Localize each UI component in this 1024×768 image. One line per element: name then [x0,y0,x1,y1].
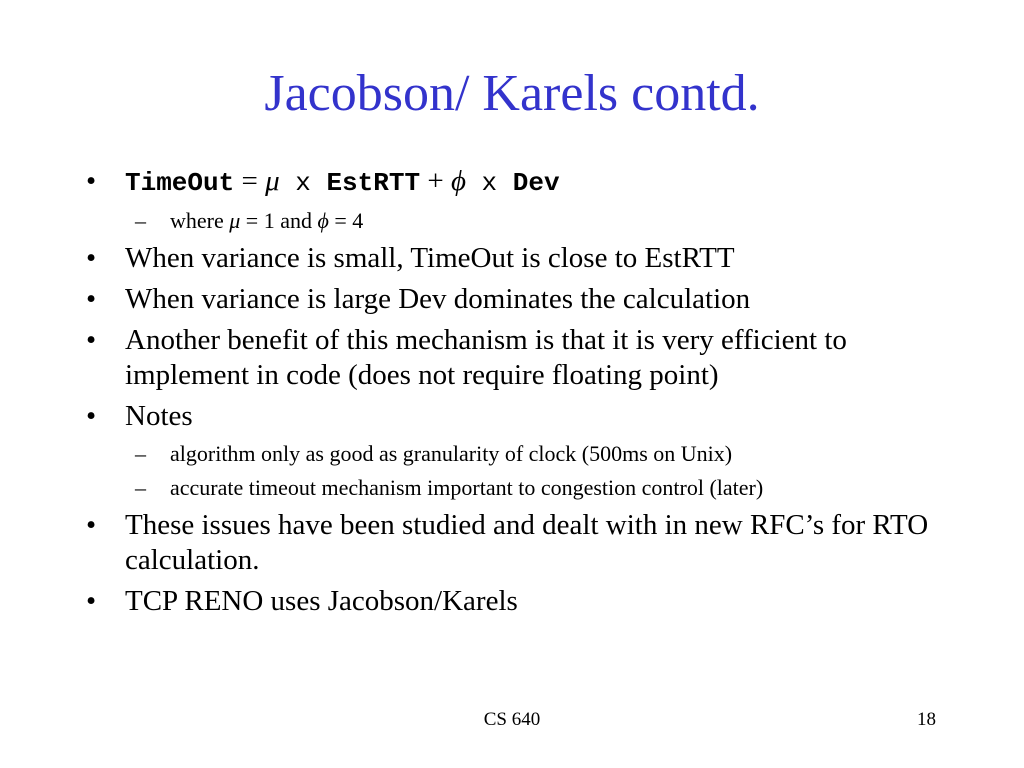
bullet-text: TCP RENO uses Jacobson/Karels [125,585,518,617]
bullet-text: When variance is small, TimeOut is close to EstRTT [125,242,735,274]
bullet-rfc [82,508,962,578]
bullet-icon: • [86,585,97,617]
where-mid: = 1 and [240,208,318,233]
formula-timeout: TimeOut [125,168,235,198]
formula-dev: Dev [512,168,560,198]
dash-icon: – [135,475,146,500]
bullet-text: When variance is large Dev dominates the calculation [125,283,751,315]
where-prefix: where [170,208,230,233]
where-mu: μ [229,208,241,233]
page-number: 18 [917,709,936,730]
formula-times-2: x [465,168,513,198]
bullet-icon: • [86,283,97,315]
formula-mu: μ [265,165,280,197]
sub-bullet-where [82,207,962,235]
bullet-large-variance [82,282,962,317]
sub-bullet-text: algorithm only as good as granularity of clock (500ms on Unix) [170,441,733,466]
bullet-notes [82,399,962,434]
bullet-tcp-reno [82,584,962,619]
footer-course: CS 640 [483,709,541,730]
bullet-icon: • [86,509,97,541]
sub-bullet-congestion [82,474,962,502]
slide-title: Jacobson/ Karels contd. [264,65,760,122]
dash-icon: – [135,208,146,233]
where-phi: ϕ [317,208,329,233]
dash-icon: – [135,441,146,466]
bullet-icon: • [86,400,97,432]
bullet-efficiency [82,323,962,393]
bullet-icon: • [86,242,97,274]
bullet-text: These issues have been studied and dealt with in new RFC’s for RTO calculation. [125,509,929,576]
formula-estrtt: EstRTT [326,168,421,198]
bullet-formula [82,164,962,201]
sub-bullet-granularity [82,440,962,468]
bullet-text: Notes [125,400,193,432]
formula-equals: = [234,165,266,197]
slide-content [82,158,962,619]
bullet-icon: • [86,165,97,197]
formula-phi: ϕ [450,165,466,197]
sub-bullet-text: accurate timeout mechanism important to congestion control (later) [170,475,764,500]
formula-plus: + [420,165,451,197]
bullet-small-variance [82,241,962,276]
bullet-icon: • [86,324,97,356]
formula-times-1: x [279,168,327,198]
bullet-text: Another benefit of this mechanism is that it is very efficient to implement in code (does not require floating point) [125,324,847,391]
where-suffix: = 4 [328,208,364,233]
